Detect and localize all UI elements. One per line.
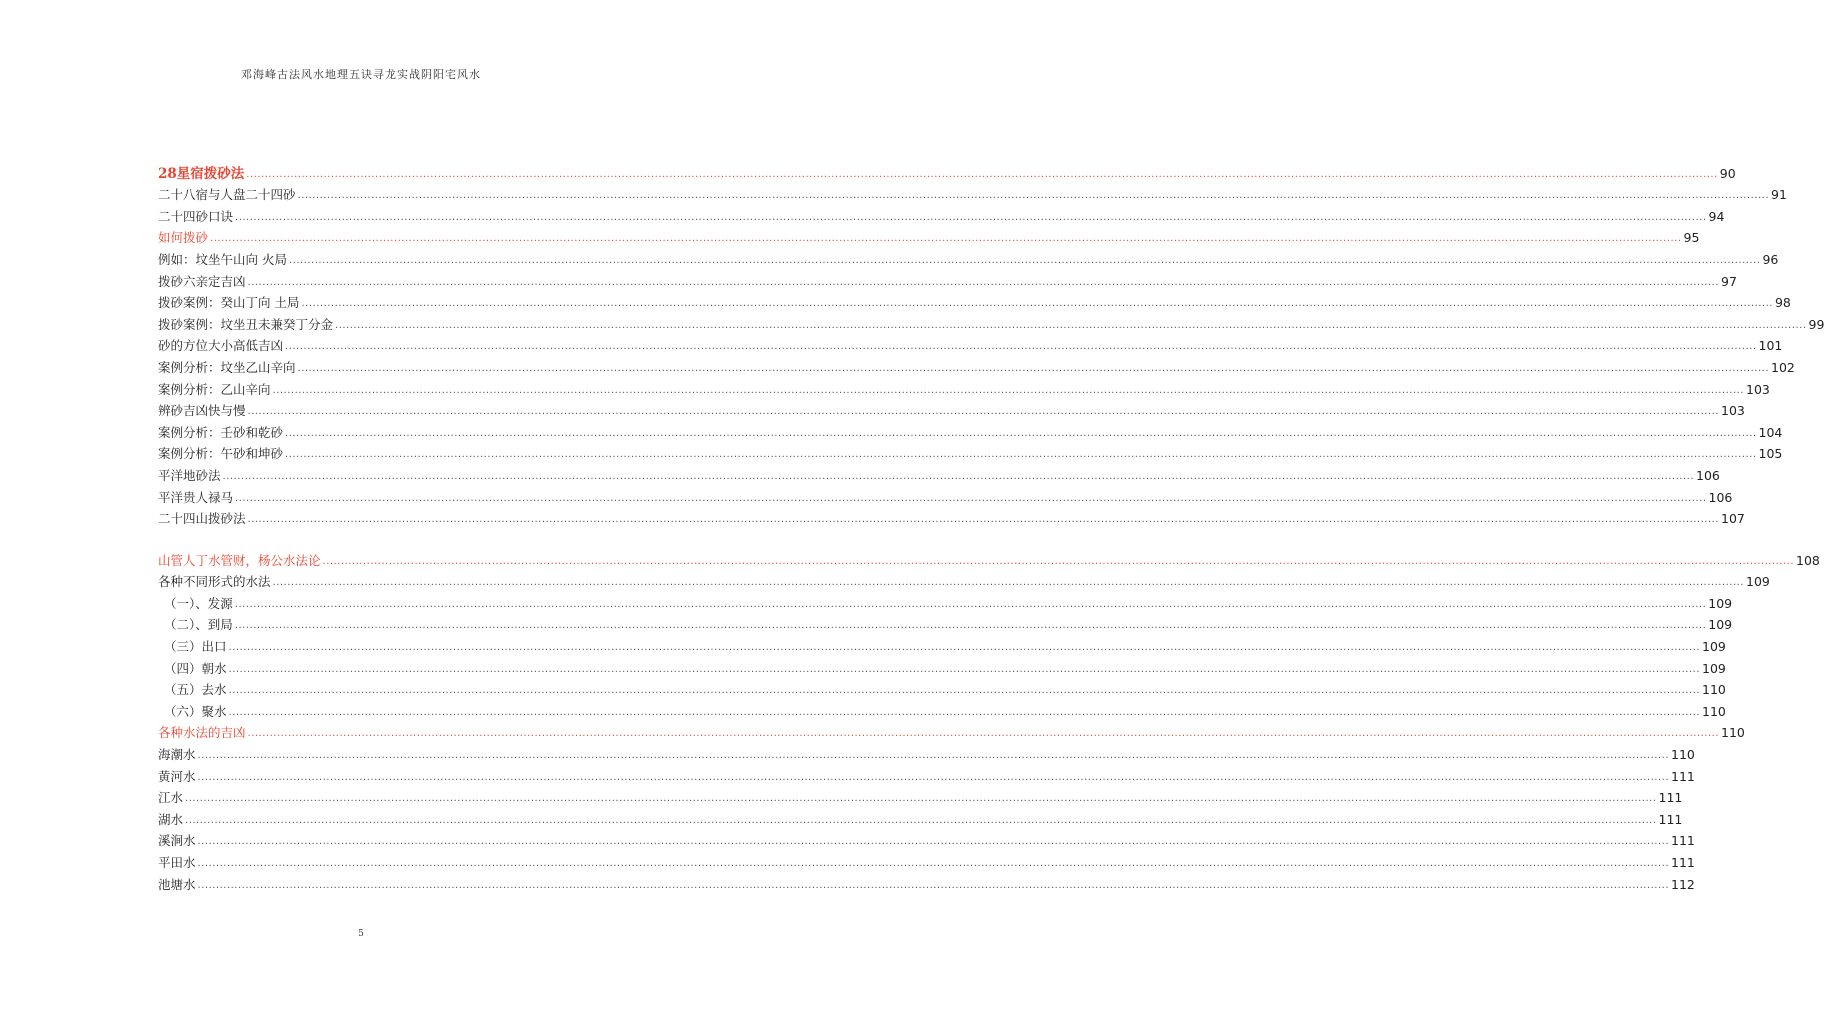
toc-entry-title: 各种不同形式的水法 bbox=[158, 574, 271, 590]
dot-leader: ................................................................................................................................................................................................................................................................................................................................................................................................................ bbox=[288, 254, 1761, 266]
dot-leader: ................................................................................................................................................................................................................................................................................................................................................................................................................ bbox=[185, 814, 1657, 826]
dot-leader: ................................................................................................................................................................................................................................................................................................................................................................................................................ bbox=[210, 233, 1682, 245]
toc-entry-page: 105 bbox=[1758, 446, 1783, 462]
toc-entry-page: 111 bbox=[1671, 833, 1695, 849]
toc-entry-title: （四）朝水 bbox=[164, 660, 227, 676]
toc-entry-title: 黄河水 bbox=[158, 768, 196, 784]
dot-leader: ................................................................................................................................................................................................................................................................................................................................................................................................................ bbox=[197, 836, 1669, 848]
toc-entry-page: 109 bbox=[1746, 574, 1770, 590]
toc-entry-page: 108 bbox=[1796, 552, 1820, 568]
toc-entry-page: 111 bbox=[1658, 790, 1683, 806]
dot-leader: ................................................................................................................................................................................................................................................................................................................................................................................................................ bbox=[272, 384, 1744, 396]
toc-entry bbox=[158, 785, 1683, 807]
toc-entry bbox=[158, 506, 1745, 528]
dot-leader: ................................................................................................................................................................................................................................................................................................................................................................................................................ bbox=[197, 879, 1669, 891]
toc-entry-page: 94 bbox=[1708, 208, 1725, 224]
toc-entry-title: 28星宿拨砂法 bbox=[158, 165, 245, 182]
toc-entry bbox=[158, 590, 1733, 612]
toc-entry-page: 99 bbox=[1808, 316, 1824, 332]
toc-entry bbox=[158, 612, 1733, 634]
toc-entry-page: 106 bbox=[1708, 489, 1733, 505]
toc-entry-page: 91 bbox=[1771, 187, 1787, 203]
toc-entry-title: 湖水 bbox=[158, 811, 184, 827]
toc-entry-page: 90 bbox=[1719, 165, 1736, 181]
toc-entry-page: 111 bbox=[1671, 768, 1695, 784]
toc-entry bbox=[158, 677, 1726, 699]
dot-leader: ................................................................................................................................................................................................................................................................................................................................................................................................................ bbox=[335, 319, 1807, 331]
toc-entry-title: 二十八宿与人盘二十四砂 bbox=[158, 187, 296, 203]
toc-entry bbox=[158, 311, 1824, 333]
toc-entry bbox=[158, 806, 1683, 828]
toc-entry-page: 110 bbox=[1671, 747, 1695, 763]
toc-entry-page: 111 bbox=[1671, 855, 1695, 870]
toc-entry bbox=[158, 763, 1695, 785]
toc-entry bbox=[158, 655, 1726, 677]
dot-leader: ................................................................................................................................................................................................................................................................................................................................................................................................................ bbox=[247, 514, 1719, 526]
toc-entry bbox=[158, 547, 1820, 569]
dot-leader: ................................................................................................................................................................................................................................................................................................................................................................................................................ bbox=[235, 211, 1707, 223]
toc-entry-title: 溪涧水 bbox=[158, 833, 196, 849]
toc-entry-title: 拨砂案例：坟坐丑未兼癸丁分金 bbox=[158, 316, 334, 332]
toc-section bbox=[158, 547, 1820, 893]
toc-entry bbox=[158, 203, 1725, 225]
dot-leader: ................................................................................................................................................................................................................................................................................................................................................................................................................ bbox=[234, 598, 1707, 610]
toc-entry bbox=[158, 160, 1736, 182]
dot-leader: ................................................................................................................................................................................................................................................................................................................................................................................................................ bbox=[301, 298, 1773, 310]
toc-entry-page: 111 bbox=[1658, 811, 1683, 827]
toc-entry-title: （三）出口 bbox=[164, 639, 227, 655]
toc-entry bbox=[158, 828, 1695, 850]
dot-leader: ................................................................................................................................................................................................................................................................................................................................................................................................................ bbox=[228, 685, 1700, 697]
toc-entry bbox=[158, 246, 1779, 268]
toc-entry-title: 案例分析：乙山辛向 bbox=[158, 381, 271, 397]
dot-leader: ................................................................................................................................................................................................................................................................................................................................................................................................................ bbox=[197, 750, 1669, 762]
dot-leader: ................................................................................................................................................................................................................................................................................................................................................................................................................ bbox=[234, 620, 1707, 632]
toc-entry bbox=[158, 849, 1695, 871]
toc-entry bbox=[158, 225, 1700, 247]
toc-entry-page: 110 bbox=[1702, 682, 1726, 698]
toc-entry bbox=[158, 698, 1726, 720]
toc-entry-title: 拨砂六亲定吉凶 bbox=[158, 273, 246, 289]
toc-entry bbox=[158, 720, 1745, 742]
dot-leader: ................................................................................................................................................................................................................................................................................................................................................................................................................ bbox=[228, 663, 1700, 675]
toc-entry-title: 案例分析：壬砂和乾砂 bbox=[158, 424, 284, 440]
toc-entry-title: 海潮水 bbox=[158, 747, 196, 763]
dot-leader: ................................................................................................................................................................................................................................................................................................................................................................................................................ bbox=[246, 168, 1718, 180]
toc-entry-page: 110 bbox=[1721, 725, 1745, 741]
toc-entry bbox=[158, 182, 1787, 204]
running-header: 邓海峰古法风水地理五诀寻龙实战阴阳宅风水 bbox=[241, 68, 481, 81]
dot-leader: ................................................................................................................................................................................................................................................................................................................................................................................................................ bbox=[322, 555, 1794, 567]
toc-entry-page: 107 bbox=[1721, 511, 1745, 527]
toc-entry bbox=[158, 871, 1695, 893]
dot-leader: ................................................................................................................................................................................................................................................................................................................................................................................................................ bbox=[297, 190, 1769, 202]
dot-leader: ................................................................................................................................................................................................................................................................................................................................................................................................................ bbox=[247, 406, 1719, 418]
dot-leader: ................................................................................................................................................................................................................................................................................................................................................................................................................ bbox=[247, 728, 1719, 740]
dot-leader: ................................................................................................................................................................................................................................................................................................................................................................................................................ bbox=[247, 276, 1719, 288]
toc-entry-title: （一）、发源 bbox=[164, 595, 233, 611]
toc-entry bbox=[158, 441, 1783, 463]
dot-leader: ................................................................................................................................................................................................................................................................................................................................................................................................................ bbox=[197, 771, 1669, 783]
toc-entry-page: 98 bbox=[1774, 295, 1791, 311]
toc-entry bbox=[158, 484, 1733, 506]
dot-leader: ................................................................................................................................................................................................................................................................................................................................................................................................................ bbox=[272, 577, 1744, 589]
toc-entry bbox=[158, 633, 1726, 655]
dot-leader: ................................................................................................................................................................................................................................................................................................................................................................................................................ bbox=[228, 706, 1700, 718]
dot-leader: ................................................................................................................................................................................................................................................................................................................................................................................................................ bbox=[285, 449, 1757, 461]
toc-entry-title: 案例分析：午砂和坤砂 bbox=[158, 446, 284, 462]
toc-entry-title: （二）、到局 bbox=[164, 617, 233, 633]
dot-leader: ................................................................................................................................................................................................................................................................................................................................................................................................................ bbox=[297, 362, 1769, 374]
toc-entry-title: 例如：坟坐午山向 火局 bbox=[158, 251, 287, 267]
toc-entry bbox=[158, 333, 1783, 355]
toc-entry-page: 109 bbox=[1702, 639, 1726, 655]
toc-entry-page: 110 bbox=[1702, 703, 1726, 719]
toc-entry-title: 平田水 bbox=[158, 855, 196, 870]
toc-entry-page: 96 bbox=[1762, 251, 1779, 267]
toc-entry-page: 103 bbox=[1721, 403, 1745, 419]
toc-section bbox=[158, 160, 1824, 527]
toc-entry-title: 辨砂吉凶快与慢 bbox=[158, 403, 246, 419]
dot-leader: ................................................................................................................................................................................................................................................................................................................................................................................................................ bbox=[285, 341, 1757, 353]
toc-entry bbox=[158, 376, 1770, 398]
dot-leader: ................................................................................................................................................................................................................................................................................................................................................................................................................ bbox=[185, 793, 1657, 805]
toc-entry-title: 平洋地砂法 bbox=[158, 467, 221, 483]
toc-entry-title: 二十四砂口诀 bbox=[158, 208, 234, 224]
toc-entry-title: 如何拨砂 bbox=[158, 230, 209, 246]
toc-entry-page: 104 bbox=[1758, 424, 1783, 440]
toc-entry-page: 95 bbox=[1683, 230, 1700, 246]
toc-entry bbox=[158, 398, 1745, 420]
table-of-contents bbox=[158, 160, 1824, 893]
toc-entry bbox=[158, 569, 1770, 591]
toc-entry-page: 103 bbox=[1746, 381, 1770, 397]
dot-leader: ................................................................................................................................................................................................................................................................................................................................................................................................................ bbox=[285, 427, 1757, 439]
toc-entry-page: 106 bbox=[1696, 467, 1720, 483]
toc-entry bbox=[158, 462, 1720, 484]
toc-entry-page: 97 bbox=[1721, 273, 1737, 289]
toc-entry-page: 102 bbox=[1771, 359, 1795, 375]
toc-entry-page: 109 bbox=[1702, 660, 1726, 676]
toc-entry-title: 池塘水 bbox=[158, 876, 196, 892]
toc-entry-title: 二十四山拨砂法 bbox=[158, 511, 246, 527]
toc-entry-title: 各种水法的吉凶 bbox=[158, 725, 246, 741]
toc-entry-page: 101 bbox=[1758, 338, 1783, 354]
toc-entry-title: 平洋贵人禄马 bbox=[158, 489, 234, 505]
toc-entry-title: 江水 bbox=[158, 790, 184, 806]
toc-entry-title: （五）去水 bbox=[164, 682, 227, 698]
toc-entry bbox=[158, 290, 1791, 312]
dot-leader: ................................................................................................................................................................................................................................................................................................................................................................................................................ bbox=[235, 492, 1707, 504]
dot-leader: ................................................................................................................................................................................................................................................................................................................................................................................................................ bbox=[197, 858, 1669, 869]
toc-entry bbox=[158, 741, 1695, 763]
toc-entry-title: 山管人丁水管财，杨公水法论 bbox=[158, 552, 321, 568]
toc-entry bbox=[158, 354, 1795, 376]
page-number: 5 bbox=[358, 929, 364, 939]
toc-entry bbox=[158, 419, 1783, 441]
dot-leader: ................................................................................................................................................................................................................................................................................................................................................................................................................ bbox=[228, 642, 1700, 654]
toc-entry-title: 拨砂案例：癸山丁向 土局 bbox=[158, 295, 300, 311]
toc-entry-title: 案例分析：坟坐乙山辛向 bbox=[158, 359, 296, 375]
toc-entry bbox=[158, 268, 1737, 290]
toc-entry-title: （六）聚水 bbox=[164, 703, 227, 719]
toc-entry-page: 109 bbox=[1708, 595, 1733, 611]
dot-leader: ................................................................................................................................................................................................................................................................................................................................................................................................................ bbox=[222, 470, 1694, 482]
toc-entry-page: 112 bbox=[1671, 876, 1695, 892]
toc-entry-title: 砂的方位大小高低吉凶 bbox=[158, 338, 284, 354]
toc-entry-page: 109 bbox=[1708, 617, 1733, 633]
